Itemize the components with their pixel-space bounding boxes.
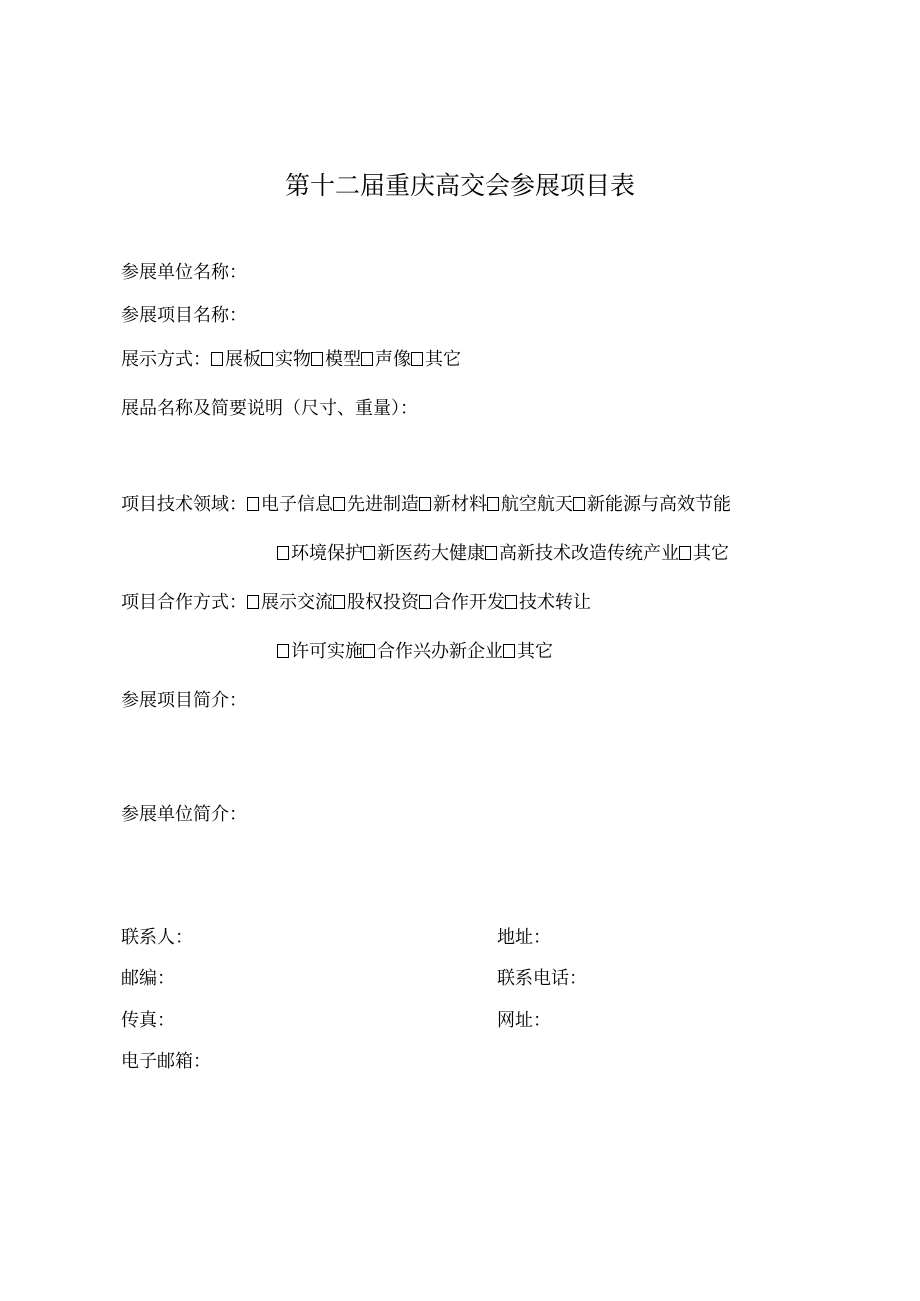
exhibit-desc-field: [121, 396, 418, 422]
checkbox-label: 环境保护: [291, 543, 363, 564]
checkbox-label: 高新技术改造传统产业: [499, 543, 679, 564]
project-intro-label: 参展项目简介：: [121, 690, 247, 711]
checkbox-label: 展板: [225, 349, 261, 370]
checkbox-option[interactable]: [503, 641, 553, 662]
contact-person-label: 联系人：: [121, 927, 193, 948]
address-field: [497, 925, 551, 951]
checkbox-label: 其它: [425, 349, 461, 370]
tech-field-label: 项目技术领域：: [121, 494, 247, 515]
checkbox-icon[interactable]: [503, 644, 515, 658]
checkbox-label: 技术转让: [519, 592, 591, 613]
tech-field-row-2: [277, 541, 729, 567]
checkbox-icon[interactable]: [363, 546, 375, 560]
checkbox-option[interactable]: [247, 592, 333, 613]
checkbox-option[interactable]: [361, 349, 411, 370]
checkbox-option[interactable]: [311, 349, 361, 370]
project-name-label: 参展项目名称：: [121, 305, 247, 326]
checkbox-icon[interactable]: [679, 546, 691, 560]
checkbox-option[interactable]: [333, 592, 419, 613]
checkbox-option[interactable]: [363, 641, 503, 662]
checkbox-option[interactable]: [485, 543, 679, 564]
checkbox-icon[interactable]: [277, 644, 289, 658]
checkbox-label: 展示交流: [261, 592, 333, 613]
display-mode-row: [121, 347, 461, 373]
checkbox-icon[interactable]: [411, 352, 423, 366]
unit-name-field: [121, 260, 247, 286]
project-intro-field: [121, 688, 247, 714]
checkbox-option[interactable]: [505, 592, 591, 613]
checkbox-option[interactable]: [247, 494, 333, 515]
website-label: 网址：: [497, 1010, 551, 1031]
tech-field-options-row1: [247, 494, 731, 515]
checkbox-label: 股权投资: [347, 592, 419, 613]
checkbox-icon[interactable]: [487, 497, 499, 511]
coop-mode-row-1: [121, 590, 591, 616]
checkbox-label: 合作兴办新企业: [377, 641, 503, 662]
checkbox-icon[interactable]: [505, 595, 517, 609]
checkbox-icon[interactable]: [363, 644, 375, 658]
checkbox-option[interactable]: [211, 349, 261, 370]
checkbox-option[interactable]: [487, 494, 573, 515]
checkbox-icon[interactable]: [361, 352, 373, 366]
email-field: [121, 1049, 211, 1075]
checkbox-option[interactable]: [277, 641, 363, 662]
checkbox-icon[interactable]: [211, 352, 223, 366]
unit-intro-field: [121, 802, 247, 828]
postcode-field: [121, 966, 175, 992]
display-mode-options: [211, 349, 461, 370]
checkbox-option[interactable]: [679, 543, 729, 564]
checkbox-option[interactable]: [573, 494, 731, 515]
checkbox-icon[interactable]: [573, 497, 585, 511]
checkbox-option[interactable]: [411, 349, 461, 370]
checkbox-label: 新医药大健康: [377, 543, 485, 564]
checkbox-icon[interactable]: [261, 352, 273, 366]
coop-mode-options-row2: [277, 641, 553, 662]
checkbox-label: 模型: [325, 349, 361, 370]
checkbox-label: 实物: [275, 349, 311, 370]
website-field: [497, 1008, 551, 1034]
checkbox-option[interactable]: [333, 494, 419, 515]
checkbox-option[interactable]: [363, 543, 485, 564]
checkbox-label: 新材料: [433, 494, 487, 515]
checkbox-option[interactable]: [419, 494, 487, 515]
checkbox-option[interactable]: [419, 592, 505, 613]
email-label: 电子邮箱：: [121, 1051, 211, 1072]
project-name-field: [121, 303, 247, 329]
address-label: 地址：: [497, 927, 551, 948]
checkbox-label: 航空航天: [501, 494, 573, 515]
contact-person-field: [121, 925, 193, 951]
exhibit-desc-label: 展品名称及简要说明（尺寸、重量）：: [121, 398, 418, 419]
tech-field-row-1: [121, 492, 731, 518]
unit-intro-label: 参展单位简介：: [121, 804, 247, 825]
checkbox-icon[interactable]: [247, 595, 259, 609]
checkbox-icon[interactable]: [333, 595, 345, 609]
fax-field: [121, 1008, 175, 1034]
checkbox-option[interactable]: [261, 349, 311, 370]
checkbox-icon[interactable]: [247, 497, 259, 511]
checkbox-label: 新能源与高效节能: [587, 494, 731, 515]
checkbox-label: 许可实施: [291, 641, 363, 662]
coop-mode-row-2: [277, 639, 553, 665]
coop-mode-label: 项目合作方式：: [121, 592, 247, 613]
checkbox-option[interactable]: [277, 543, 363, 564]
checkbox-label: 先进制造: [347, 494, 419, 515]
checkbox-label: 声像: [375, 349, 411, 370]
phone-label: 联系电话：: [497, 968, 587, 989]
checkbox-icon[interactable]: [311, 352, 323, 366]
checkbox-icon[interactable]: [419, 595, 431, 609]
checkbox-icon[interactable]: [419, 497, 431, 511]
checkbox-label: 其它: [693, 543, 729, 564]
checkbox-label: 电子信息: [261, 494, 333, 515]
checkbox-icon[interactable]: [277, 546, 289, 560]
display-mode-label: 展示方式：: [121, 349, 211, 370]
unit-name-label: 参展单位名称：: [121, 262, 247, 283]
checkbox-label: 合作开发: [433, 592, 505, 613]
checkbox-label: 其它: [517, 641, 553, 662]
checkbox-icon[interactable]: [333, 497, 345, 511]
phone-field: [497, 966, 587, 992]
tech-field-options-row2: [277, 543, 729, 564]
fax-label: 传真：: [121, 1010, 175, 1031]
checkbox-icon[interactable]: [485, 546, 497, 560]
coop-mode-options-row1: [247, 592, 591, 613]
postcode-label: 邮编：: [121, 968, 175, 989]
page-title: 第十二届重庆高交会参展项目表: [284, 171, 635, 200]
